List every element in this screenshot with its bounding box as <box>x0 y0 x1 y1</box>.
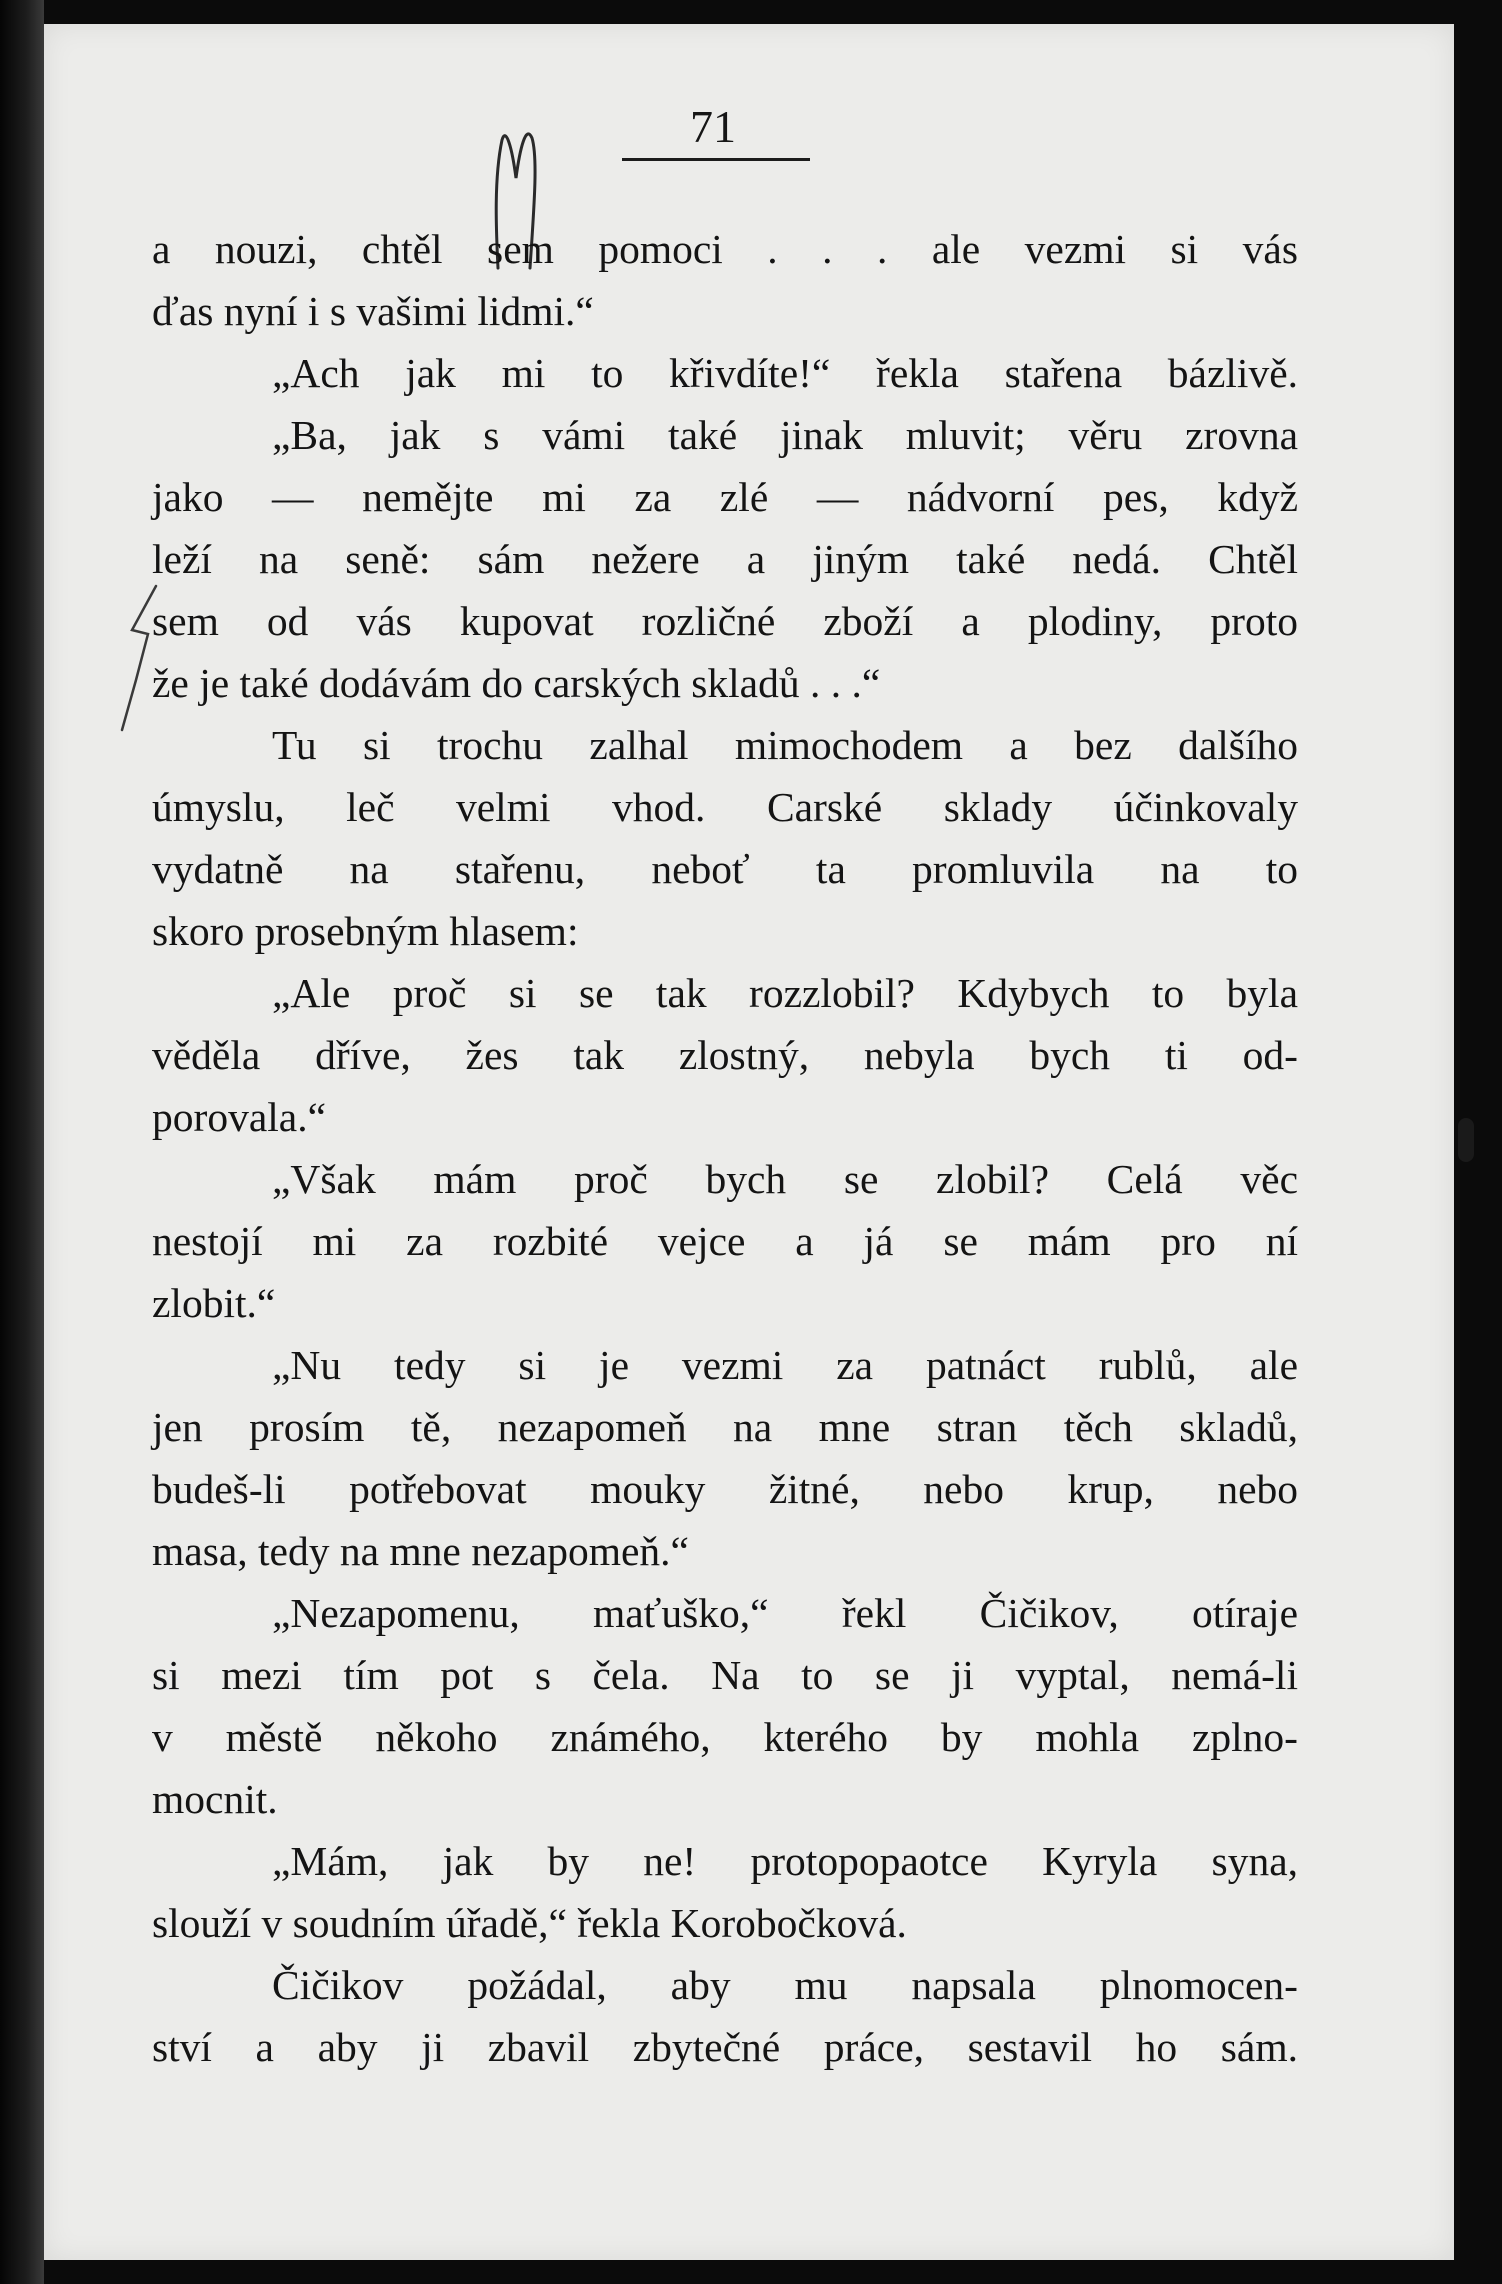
text-line: porovala.“ <box>152 1094 326 1140</box>
header-rule <box>622 158 810 161</box>
body-text <box>152 218 1298 2078</box>
text-line: slouží v soudním úřadě,“ řekla Korobočková. <box>152 1900 907 1946</box>
text-line: si mezi tím pot s čela. Na to se ji vyptal, nemá-li <box>152 1652 1298 1698</box>
text-line: budeš-li potřebovat mouky žitné, nebo krup, nebo <box>152 1466 1298 1512</box>
text-line: „Nu tedy si je vezmi za patnáct rublů, ale <box>272 1342 1298 1388</box>
text-line: masa, tedy na mne nezapomeň.“ <box>152 1528 689 1574</box>
text-line: skoro prosebným hlasem: <box>152 908 579 954</box>
text-line: „Ale proč si se tak rozzlobil? Kdybych to byla <box>272 970 1298 1016</box>
text-line: nestojí mi za rozbité vejce a já se mám pro ní <box>152 1218 1298 1264</box>
text-line: leží na seně: sám nežere a jiným také nedá. Chtěl <box>152 536 1298 582</box>
page-number: 71 <box>690 101 736 152</box>
book-spine-shadow <box>0 0 44 2284</box>
text-line: zlobit.“ <box>152 1280 276 1326</box>
text-line: jako — nemějte mi za zlé — nádvorní pes, když <box>152 474 1298 520</box>
text-line: „Mám, jak by ne! protopopaotce Kyryla syna, <box>272 1838 1298 1884</box>
text-line: sem od vás kupovat rozličné zboží a plodiny, proto <box>152 598 1298 644</box>
text-line: a nouzi, chtěl sem pomoci . . . ale vezmi si vás <box>152 226 1298 272</box>
text-line: ďas nyní i s vašimi lidmi.“ <box>152 288 594 334</box>
text-line: Tu si trochu zalhal mimochodem a bez dalšího <box>272 722 1298 768</box>
text-line: věděla dříve, žes tak zlostný, nebyla bych ti od- <box>152 1032 1298 1078</box>
text-line: jen prosím tě, nezapomeň na mne stran těch skladů, <box>152 1404 1298 1450</box>
text-line: úmyslu, leč velmi vhod. Carské sklady účinkovaly <box>152 784 1298 830</box>
text-line: „Však mám proč bych se zlobil? Celá věc <box>272 1156 1298 1202</box>
text-line: „Ba, jak s vámi také jinak mluvit; věru zrovna <box>272 412 1298 458</box>
text-line: vydatně na stařenu, neboť ta promluvila na to <box>152 846 1298 892</box>
text-line: v městě někoho známého, kterého by mohla zplno- <box>152 1714 1298 1760</box>
text-line: mocnit. <box>152 1776 278 1822</box>
text-line: Čičikov požádal, aby mu napsala plnomocen- <box>272 1962 1298 2008</box>
scan-edge-mark <box>1458 1118 1474 1162</box>
text-line: „Ach jak mi to křivdíte!“ řekla stařena bázlivě. <box>272 350 1298 396</box>
text-line: ství a aby ji zbavil zbytečné práce, sestavil ho sám. <box>152 2024 1298 2070</box>
text-line: že je také dodávám do carských skladů . . .“ <box>152 660 881 706</box>
text-line: „Nezapomenu, maťuško,“ řekl Čičikov, otíraje <box>272 1590 1298 1636</box>
